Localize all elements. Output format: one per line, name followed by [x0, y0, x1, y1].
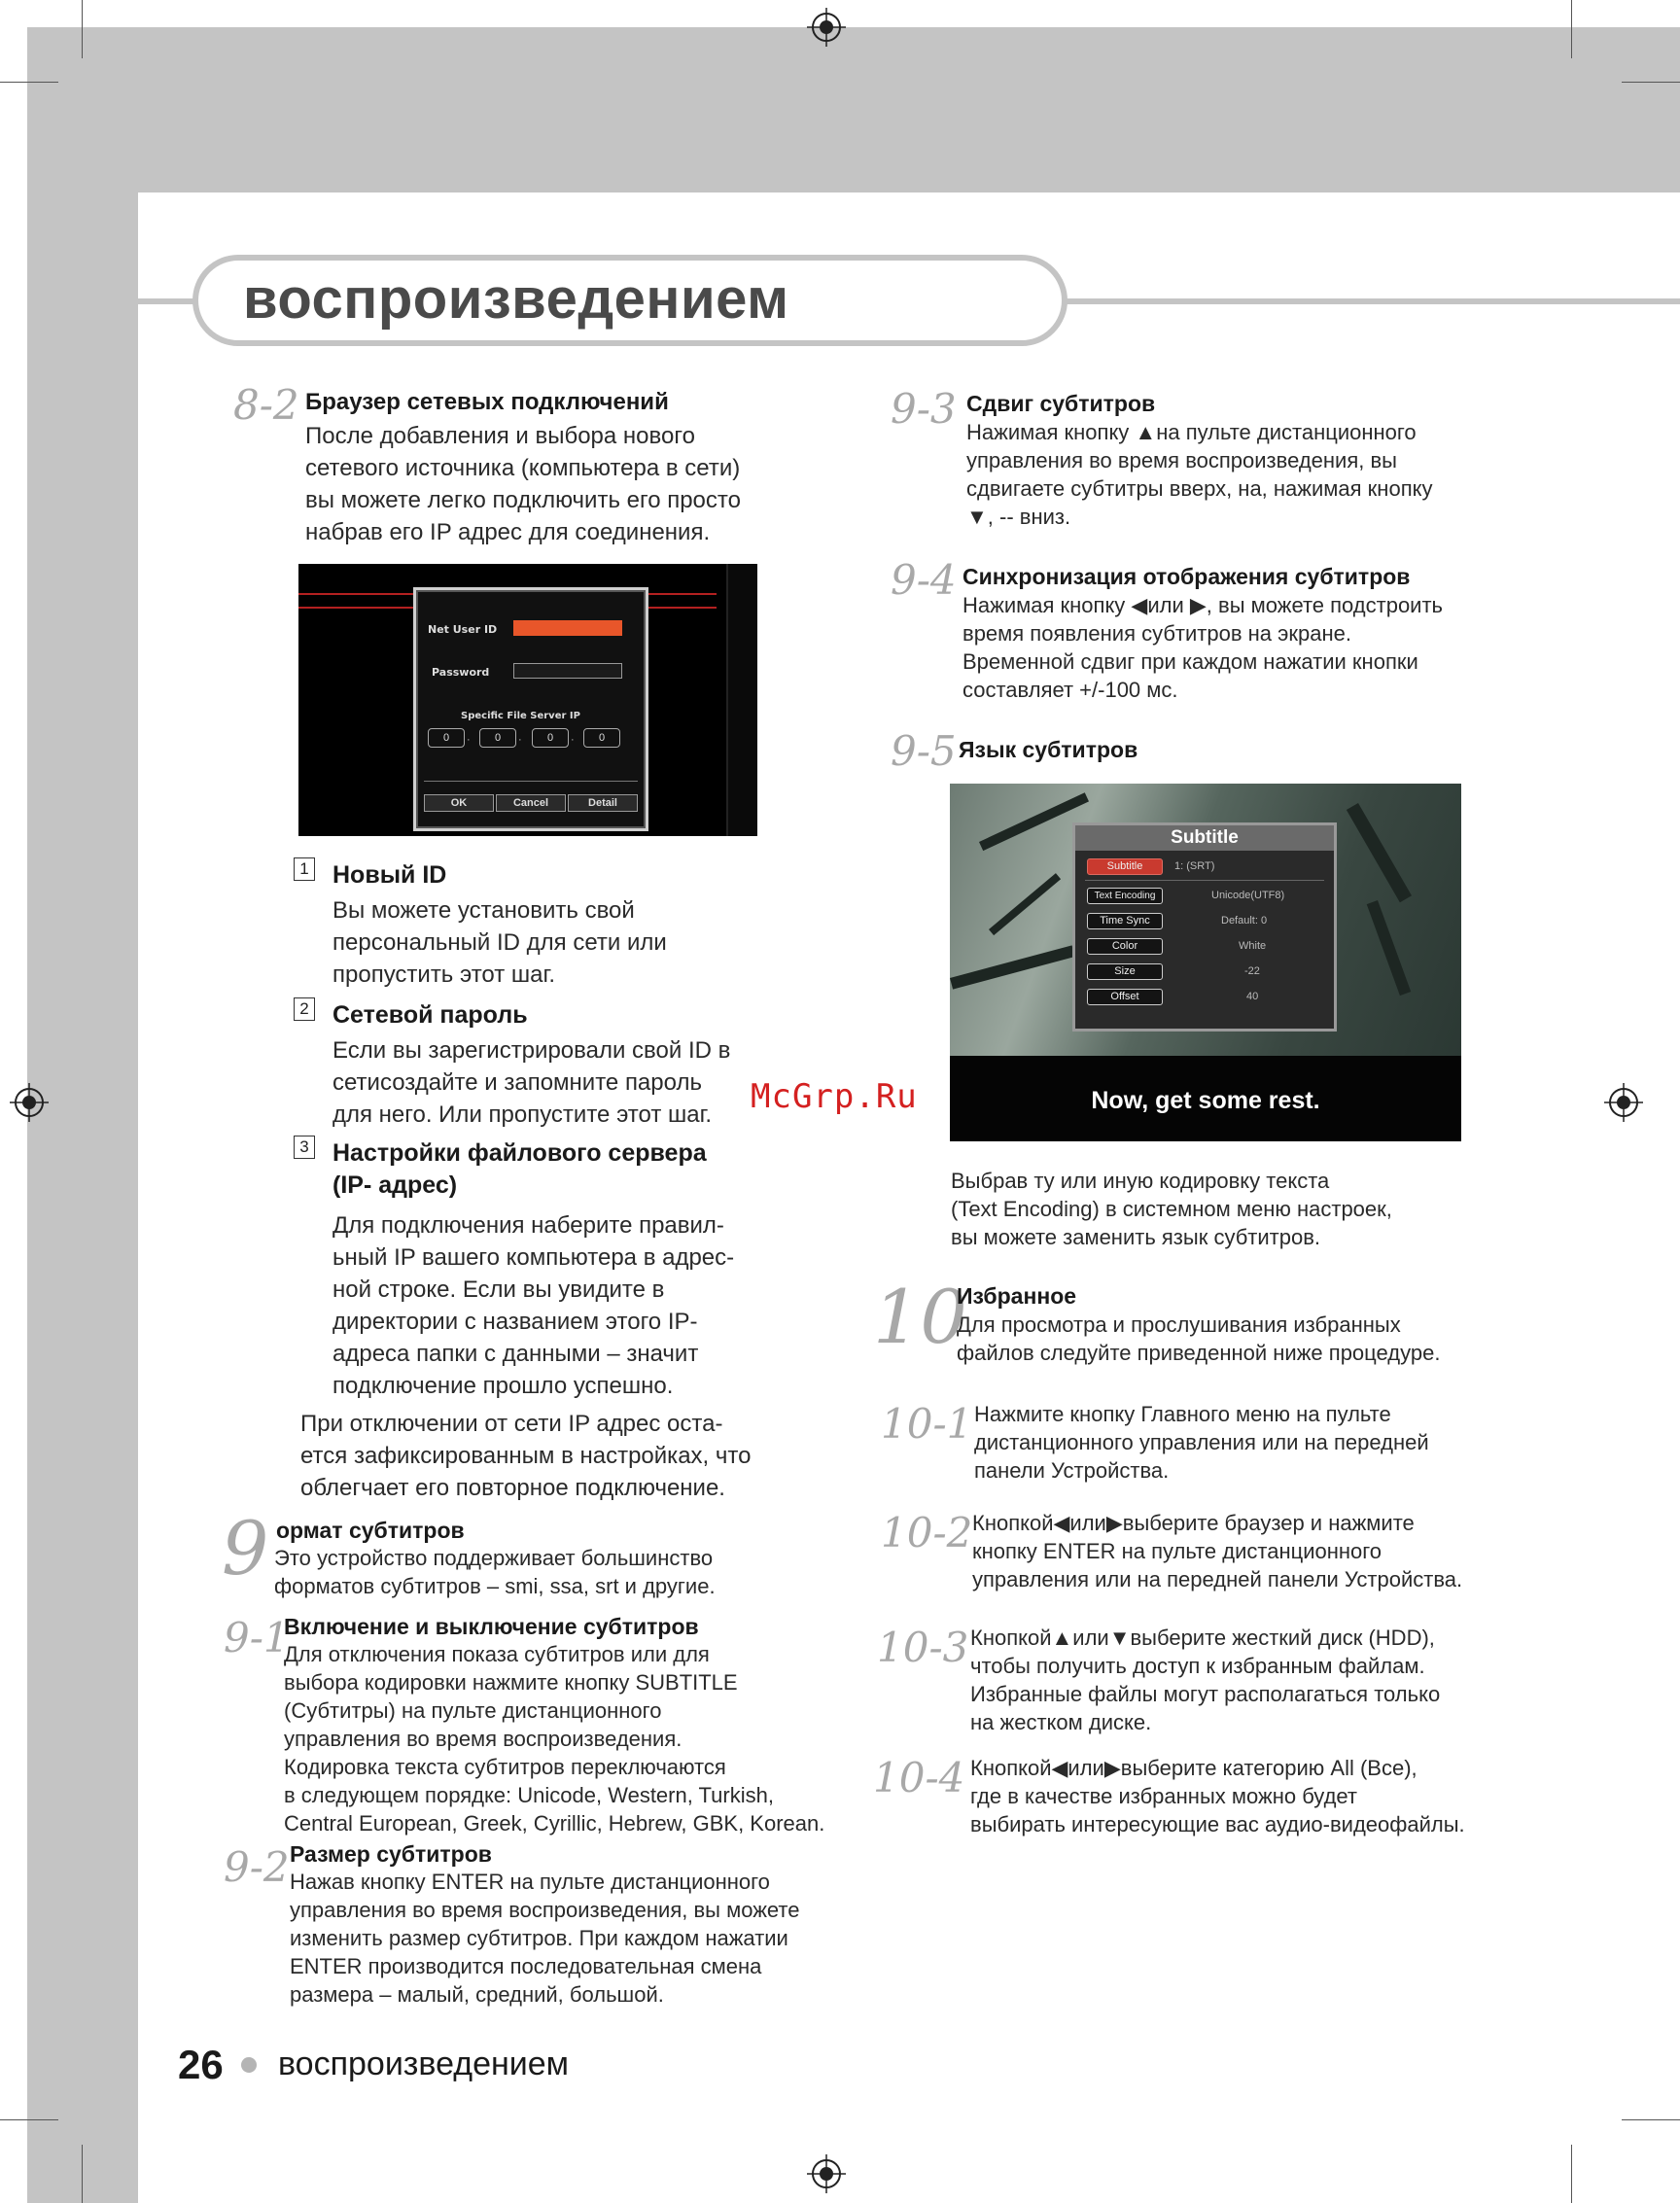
text-line: время появления субтитров на экране.: [962, 621, 1351, 646]
section-body: [966, 418, 1432, 531]
text-line: управления во время воспроизведения.: [284, 1727, 682, 1751]
text-line: Для просмотра и прослушивания избранных: [957, 1312, 1401, 1337]
crop-mark: [1571, 2145, 1572, 2203]
ip-octet-input[interactable]: 0: [532, 728, 569, 748]
server-ip-label: Specific File Server IP: [461, 711, 580, 721]
item-body: [332, 894, 667, 991]
item-body: [332, 1034, 730, 1131]
section-number: 10-3: [877, 1624, 969, 1671]
section-body: [305, 420, 741, 548]
section-title: Язык субтитров: [959, 737, 1138, 762]
ip-dot: ·: [571, 734, 575, 746]
text-line: размера – малый, средний, большой.: [290, 1982, 664, 2007]
section-body: [972, 1509, 1462, 1593]
color-button[interactable]: Color: [1087, 938, 1163, 955]
text-encoding-button[interactable]: Text Encoding: [1087, 888, 1163, 904]
text-line: Выбрав ту или иную кодировку текста: [951, 1169, 1330, 1193]
text-line: При отключении от сети IP адрес оста-: [300, 1411, 723, 1437]
subtitle-value: 1: (SRT): [1174, 860, 1215, 872]
ip-octet-input[interactable]: 0: [479, 728, 516, 748]
text-line: управления во время воспроизведения, вы можете: [290, 1898, 800, 1922]
section-body: [957, 1311, 1440, 1367]
crop-mark: [1622, 82, 1680, 83]
text-line: (Text Encoding) в системном меню настроек,: [951, 1197, 1392, 1221]
text-line: Нажимая кнопку ◀или ▶, вы можете подстроить: [962, 593, 1444, 617]
crop-mark: [82, 0, 83, 58]
text-line: выбора кодировки нажмите кнопку SUBTITLE: [284, 1670, 738, 1695]
text-line: пропустить этот шаг.: [332, 962, 555, 988]
section-title: Включение и выключение субтитров: [284, 1614, 699, 1639]
item-title: (IP- адрес): [332, 1171, 458, 1199]
text-line: для него. Или пропустите этот шаг.: [332, 1102, 713, 1128]
page-title: воспроизведением: [243, 267, 789, 331]
password-label: Password: [432, 666, 490, 679]
text-line: Для отключения показа субтитров или для: [284, 1642, 710, 1666]
item-body: [332, 1209, 734, 1402]
subtitle-caption: Now, get some rest.: [1091, 1087, 1320, 1114]
text-line: ьный IP вашего компьютера в адрес-: [332, 1244, 735, 1271]
text-line: форматов субтитров – smi, ssa, srt и другие.: [274, 1574, 716, 1598]
header-band: [27, 27, 1680, 192]
offset-button[interactable]: Offset: [1087, 989, 1163, 1005]
crop-mark: [82, 2145, 83, 2203]
text-line: Кнопкой◀или▶выберите браузер и нажмите: [972, 1511, 1415, 1535]
login-dialog: [413, 587, 648, 831]
text-line: директории с названием этого IP-: [332, 1309, 698, 1335]
item-title: Настройки файлового сервера: [332, 1139, 707, 1167]
section-title: Браузер сетевых подключений: [305, 389, 669, 415]
page-number: 26: [178, 2042, 224, 2087]
text-line: Кодировка текста субтитров переключаются: [284, 1755, 726, 1779]
text-line: чтобы получить доступ к избранным файлам.: [970, 1654, 1425, 1678]
section-number: 9-3: [891, 385, 957, 433]
section-number: 10-2: [881, 1509, 973, 1556]
section-title: ормат субтитров: [276, 1518, 465, 1543]
text-line: ной строке. Если вы увидите в: [332, 1276, 665, 1303]
text-line: После добавления и выбора нового: [305, 423, 695, 449]
section-title: Сдвиг субтитров: [966, 391, 1156, 416]
text-line: подключение прошло успешно.: [332, 1373, 674, 1399]
ip-octet-input[interactable]: 0: [583, 728, 620, 748]
section-title: Избранное: [957, 1283, 1077, 1309]
decor-bar: [726, 564, 757, 836]
size-button[interactable]: Size: [1087, 963, 1163, 980]
text-line: файлов следуйте приведенной ниже процедуре.: [957, 1341, 1441, 1365]
section-body: [951, 1167, 1392, 1251]
footer-title: воспроизведением: [278, 2046, 570, 2082]
section-body: [290, 1868, 800, 2009]
section-number: 10-4: [873, 1754, 965, 1801]
text-line: ется зафиксированным в настройках, что: [300, 1443, 752, 1469]
item-title: Новый ID: [332, 861, 447, 889]
text-line: управления или на передней панели Устройства.: [972, 1567, 1463, 1591]
size-value: -22: [1244, 965, 1260, 977]
title-rule: [138, 298, 196, 304]
disconnect-note: [300, 1408, 751, 1504]
detail-button[interactable]: Detail: [568, 794, 638, 812]
section-number: 9: [222, 1505, 269, 1591]
network-login-screenshot: [298, 564, 757, 836]
text-line: сетевого источника (компьютера в сети): [305, 455, 741, 481]
text-line: адреса папки с данными – значит: [332, 1341, 699, 1367]
section-number: 9-4: [891, 556, 957, 604]
text-line: дистанционного управления или на передней: [974, 1430, 1429, 1454]
item-number: 1: [294, 857, 315, 881]
bullet-icon: [241, 2057, 257, 2073]
crop-mark: [1622, 2119, 1680, 2120]
section-body: [974, 1400, 1429, 1485]
subtitle-menu-screenshot: [950, 784, 1461, 1141]
dialog-title: Subtitle: [1075, 825, 1334, 851]
text-line: Вы можете установить свой: [332, 897, 635, 924]
ip-octet-input[interactable]: 0: [428, 728, 465, 748]
text-line: вы можете легко подключить его просто: [305, 487, 741, 513]
text-line: Избранные файлы могут располагаться только: [970, 1682, 1441, 1706]
net-user-label: Net User ID: [428, 623, 498, 636]
section-body: [962, 591, 1443, 704]
registration-mark-icon: [1604, 1083, 1643, 1122]
text-line: Нажав кнопку ENTER на пульте дистанционного: [290, 1870, 770, 1894]
registration-mark-icon: [807, 2154, 846, 2193]
crop-mark: [0, 2119, 58, 2120]
offset-value: 40: [1246, 991, 1259, 1002]
password-input[interactable]: [513, 663, 622, 679]
item-number: 3: [294, 1136, 315, 1159]
section-title: Синхронизация отображения субтитров: [962, 564, 1411, 589]
title-rule: [1066, 298, 1680, 304]
item-title: Сетевой пароль: [332, 1001, 528, 1029]
color-value: White: [1239, 940, 1267, 952]
text-line: панели Устройства.: [974, 1458, 1170, 1483]
registration-mark-icon: [807, 8, 846, 47]
section-number: 9-2: [224, 1843, 290, 1891]
section-body: [274, 1544, 716, 1600]
section-number: 9-5: [891, 727, 957, 775]
ok-button[interactable]: OK: [424, 794, 494, 812]
text-line: облегчает его повторное подключение.: [300, 1475, 725, 1501]
time-sync-button[interactable]: Time Sync: [1087, 913, 1163, 929]
text-line: ENTER производится последовательная смена: [290, 1954, 762, 1978]
item-number: 2: [294, 997, 315, 1021]
section-body: [284, 1640, 824, 1837]
section-title: Размер субтитров: [290, 1841, 492, 1867]
text-line: Если вы зарегистрировали свой ID в: [332, 1037, 731, 1064]
crop-mark: [0, 82, 58, 83]
text-line: на жестком диске.: [970, 1710, 1152, 1734]
text-line: набрав его IP адрес для соединения.: [305, 519, 711, 545]
section-body: [970, 1754, 1465, 1838]
crop-mark: [1571, 0, 1572, 58]
text-line: сетисоздайте и запомните пароль: [332, 1069, 702, 1096]
text-line: сдвигаете субтитры вверх, на, нажимая кнопку: [966, 476, 1433, 501]
section-number: 8-2: [233, 381, 299, 429]
text-line: управления во время воспроизведения, вы: [966, 448, 1397, 472]
text-line: Это устройство поддерживает большинство: [274, 1546, 714, 1570]
text-line: Для подключения наберите правил-: [332, 1212, 724, 1239]
section-number: 9-1: [224, 1614, 290, 1661]
time-sync-value: Default: 0: [1221, 915, 1268, 927]
text-line: Нажмите кнопку Главного меню на пульте: [974, 1402, 1391, 1426]
divider: [1085, 880, 1324, 881]
net-user-id-input[interactable]: [513, 620, 622, 636]
text-line: ▼, -- вниз.: [966, 505, 1071, 529]
divider: [424, 781, 638, 782]
text-line: Central European, Greek, Cyrillic, Hebrew, GBK, Korean.: [284, 1811, 825, 1836]
text-line: персональный ID для сети или: [332, 929, 667, 956]
text-line: Нажимая кнопку ▲на пульте дистанционного: [966, 420, 1417, 444]
text-line: где в качестве избранных можно будет: [970, 1784, 1357, 1808]
section-number: 10-1: [881, 1400, 973, 1448]
text-line: в следующем порядке: Unicode, Western, Turkish,: [284, 1783, 774, 1807]
text-encoding-value: Unicode(UTF8): [1211, 890, 1285, 901]
subtitle-dialog: [1072, 822, 1337, 1032]
watermark: McGrp.Ru: [751, 1077, 918, 1116]
text-line: Кнопкой◀или▶выберите категорию All (Все),: [970, 1756, 1418, 1780]
text-line: кнопку ENTER на пульте дистанционного: [972, 1539, 1382, 1563]
text-line: выбирать интересующие вас аудио-видеофайлы.: [970, 1812, 1465, 1836]
section-body: [970, 1624, 1440, 1736]
subtitle-button[interactable]: Subtitle: [1087, 858, 1163, 875]
cancel-button[interactable]: Cancel: [496, 794, 566, 812]
text-line: (Субтитры) на пульте дистанционного: [284, 1698, 662, 1723]
text-line: Временной сдвиг при каждом нажатии кнопки: [962, 649, 1418, 674]
registration-mark-icon: [10, 1083, 49, 1122]
text-line: Кнопкой▲или▼выберите жесткий диск (HDD),: [970, 1626, 1435, 1650]
text-line: изменить размер субтитров. При каждом нажатии: [290, 1926, 788, 1950]
ip-dot: ·: [467, 734, 471, 746]
ip-dot: ·: [518, 734, 522, 746]
section-number: 10: [873, 1274, 967, 1360]
text-line: вы можете заменить язык субтитров.: [951, 1225, 1321, 1249]
text-line: составляет +/-100 мс.: [962, 678, 1178, 702]
